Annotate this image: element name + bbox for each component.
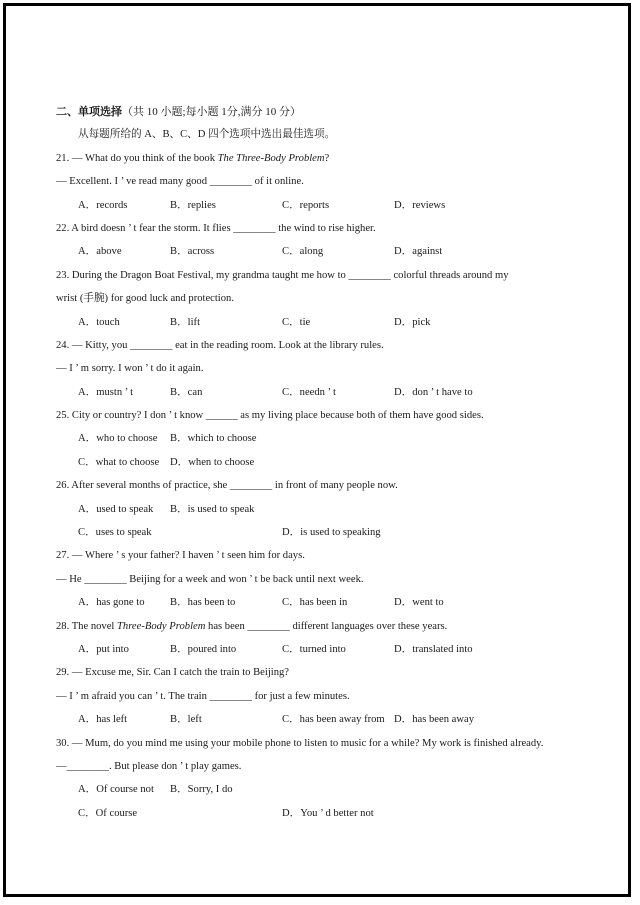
question-28-options	[56, 638, 596, 661]
question-21-mark: ?	[324, 152, 330, 164]
option-b: B．can	[170, 386, 203, 398]
option-b: B．Sorry, I do	[170, 784, 233, 796]
question-21-text: 21. — What do you think of the book	[56, 152, 218, 164]
option-a: A．mustn ’ t	[78, 386, 134, 398]
section-heading	[56, 100, 596, 123]
question-24-options	[56, 381, 596, 404]
question-23-options	[56, 311, 596, 334]
question-22-options	[56, 240, 596, 263]
book-title: Three-Body Problem	[117, 620, 206, 632]
question-28-text: 28. The novel	[56, 620, 118, 632]
question-21-options	[56, 194, 596, 217]
option-b: B．lift	[170, 316, 201, 328]
question-29-options	[56, 708, 596, 731]
option-a: A．touch	[78, 316, 120, 328]
question-30-options-row1	[56, 778, 596, 801]
option-a: A．records	[78, 199, 128, 211]
question-21-stem	[56, 147, 596, 170]
option-d: D．when to choose	[170, 456, 255, 468]
option-d: D．against	[394, 246, 443, 258]
option-a: A．used to speak	[78, 503, 154, 515]
option-c: C．tie	[282, 316, 311, 328]
section-title: 二、单项选择	[56, 105, 122, 118]
section-instruction: 从每题所给的 A、B、C、D 四个选项中选出最佳选项。	[78, 129, 336, 141]
option-c: C．along	[282, 246, 324, 258]
question-25-stem: 25. City or country? I don ’ t know ______ as my living place because both of them have good sides.	[56, 410, 484, 422]
option-d: D．don ’ t have to	[394, 386, 473, 398]
section-note: （共 10 小题;每小题 1分,满分 10 分）	[122, 106, 302, 118]
question-23-stem-cont: wrist (手腕) for good luck and protection.	[56, 293, 234, 305]
option-b: B．is used to speak	[170, 503, 255, 515]
question-27-reply: — He ________ Beijing for a week and won ’ t be back until next week.	[56, 573, 364, 585]
option-d: D．pick	[394, 316, 431, 328]
question-24-stem: 24. — Kitty, you ________ eat in the reading room. Look at the library rules.	[56, 339, 384, 351]
option-b: B．left	[170, 714, 202, 726]
option-c: C．has been away from	[282, 714, 385, 726]
option-a: A．who to choose	[78, 433, 158, 445]
book-title: The Three-Body Problem	[217, 152, 325, 164]
option-b: B．which to choose	[170, 433, 257, 445]
exam-section	[56, 100, 596, 825]
question-30-reply: —________. But please don ’ t play games.	[56, 760, 242, 772]
question-26-options-row1	[56, 498, 596, 521]
question-22-stem: 22. A bird doesn ’ t fear the storm. It flies ________ the wind to rise higher.	[56, 222, 376, 234]
option-c: C．reports	[282, 199, 330, 211]
option-d: D．translated into	[394, 643, 473, 655]
option-b: B．has been to	[170, 597, 236, 609]
question-21-reply: — Excellent. I ’ ve read many good ________ of it online.	[56, 176, 304, 188]
option-a: A．Of course not	[78, 784, 154, 796]
option-b: B．across	[170, 246, 215, 258]
option-a: A．has gone to	[78, 597, 145, 609]
option-d: D．is used to speaking	[282, 527, 381, 539]
question-28-text-end: has been ________ different languages over these years.	[205, 620, 448, 632]
option-d: D．went to	[394, 597, 444, 609]
question-25-options-row1	[56, 427, 596, 450]
option-c: C．has been in	[282, 597, 348, 609]
question-29-stem: 29. — Excuse me, Sir. Can I catch the train to Beijing?	[56, 667, 290, 679]
option-c: C．what to choose	[78, 456, 160, 468]
question-27-options	[56, 591, 596, 614]
option-b: B．poured into	[170, 643, 237, 655]
option-c: C．uses to speak	[78, 527, 152, 539]
option-d: D．You ’ d better not	[282, 807, 374, 819]
option-d: D．reviews	[394, 199, 446, 211]
option-c: C．Of course	[78, 807, 138, 819]
option-d: D．has been away	[394, 714, 475, 726]
question-26-options-row2	[56, 521, 596, 544]
question-25-options-row2	[56, 451, 596, 474]
option-a: A．put into	[78, 643, 129, 655]
option-b: B．replies	[170, 199, 216, 211]
question-30-stem: 30. — Mum, do you mind me using your mobile phone to listen to music for a while? My work is finished already.	[56, 737, 544, 749]
question-26-stem: 26. After several months of practice, she ________ in front of many people now.	[56, 480, 398, 492]
question-23-stem: 23. During the Dragon Boat Festival, my grandma taught me how to ________ colorful threads around my	[56, 269, 509, 281]
question-29-reply: — I ’ m afraid you can ’ t. The train ________ for just a few minutes.	[56, 690, 350, 702]
question-27-stem: 27. — Where ’ s your father? I haven ’ t seen him for days.	[56, 550, 305, 562]
option-c: C．needn ’ t	[282, 386, 336, 398]
question-30-options-row2	[56, 802, 596, 825]
option-a: A．has left	[78, 714, 128, 726]
question-28-stem	[56, 615, 596, 638]
option-c: C．turned into	[282, 643, 346, 655]
question-24-reply: — I ’ m sorry. I won ’ t do it again.	[56, 363, 204, 375]
option-a: A．above	[78, 246, 122, 258]
